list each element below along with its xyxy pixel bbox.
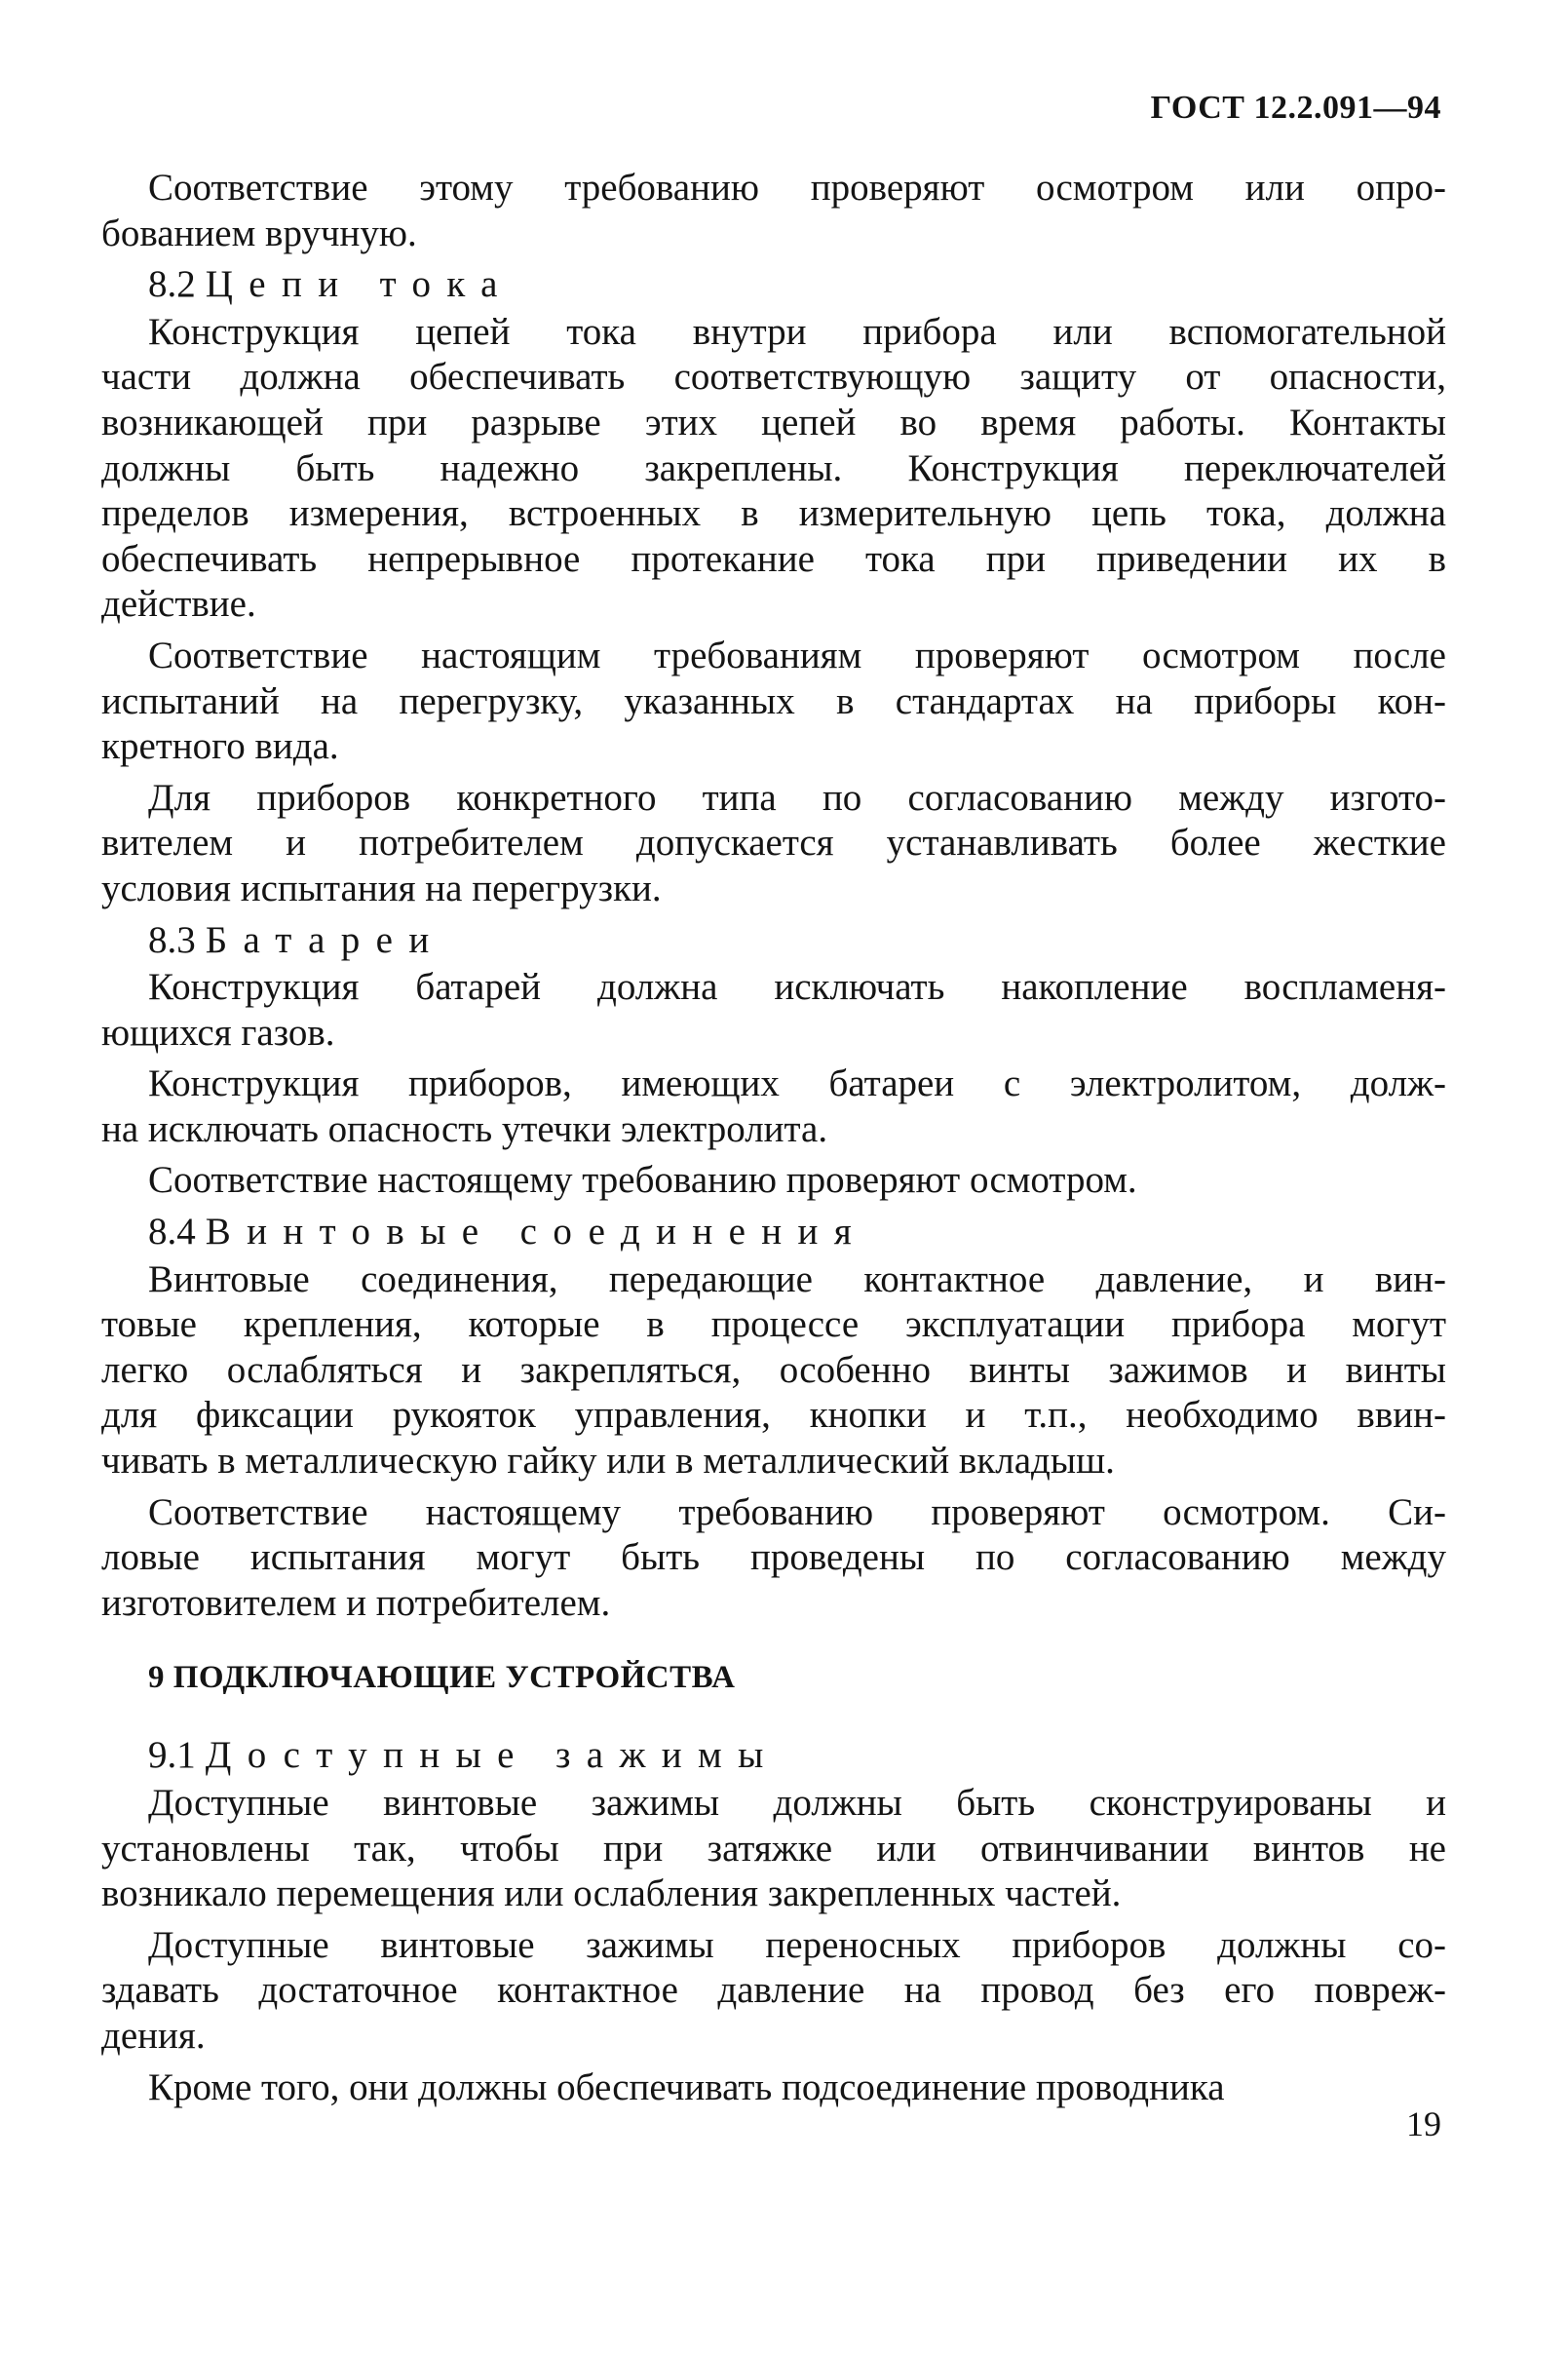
text-line: Доступные винтовые зажимы переносных приборов должны со- [148, 1923, 1446, 1966]
paragraph [101, 1257, 1446, 1485]
subsection-heading [101, 262, 1446, 308]
paragraph [101, 1490, 1446, 1627]
text-line: Кроме того, они должны обеспечивать подсоединение проводника [148, 2065, 1225, 2108]
text-line: ющихся газов. [101, 1011, 335, 1054]
text-line: изготовителем и потребителем. [101, 1581, 611, 1624]
subsection-number: 8.3 [148, 918, 196, 961]
text-line: Соответствие настоящему требованию проверяют осмотром. [148, 1159, 1137, 1202]
subsection-heading [101, 918, 1446, 964]
subsection-number: 8.4 [148, 1211, 196, 1254]
text-line: Конструкция цепей тока внутри прибора или вспомогательной [148, 310, 1446, 353]
text-line: бованием вручную. [101, 212, 417, 254]
text-line: Винтовые соединения, передающие контактное давление, и вин- [148, 1257, 1446, 1300]
text-line: Соответствие настоящим требованиям проверяют осмотром после [148, 634, 1446, 676]
text-line: кретного вида. [101, 725, 339, 768]
subsection-heading [101, 1210, 1446, 1255]
text-line: ловые испытания могут быть проведены по согласованию между [101, 1536, 1446, 1579]
paragraph [101, 1781, 1446, 1917]
document-code-header: ГОСТ 12.2.091—94 [1150, 90, 1441, 126]
text-line: возникающей при разрыве этих цепей во время работы. Контакты [101, 401, 1446, 444]
text-line: вителем и потребителем допускается устанавливать более жесткие [101, 822, 1446, 865]
paragraph [101, 1061, 1446, 1152]
subsection-title: Батареи [205, 918, 445, 961]
text-line: установлены так, чтобы при затяжке или отвинчивании винтов не [101, 1827, 1446, 1870]
paragraph [101, 776, 1446, 912]
text-line: для фиксации рукояток управления, кнопки и т.п., необходимо ввин- [101, 1394, 1446, 1437]
page-body [101, 166, 1446, 2116]
page-number: 19 [1406, 2104, 1441, 2143]
subsection-number: 9.1 [148, 1734, 196, 1777]
subsection-title: Цепи тока [205, 263, 514, 306]
text-line: условия испытания на перегрузки. [101, 867, 662, 909]
text-line: действие. [101, 583, 256, 626]
text-line: товые крепления, которые в процессе эксплуатации прибора могут [101, 1303, 1446, 1346]
paragraph [101, 2065, 1446, 2111]
paragraph [101, 634, 1446, 770]
text-line: чивать в металлическую гайку или в металлический вкладыш. [101, 1440, 1115, 1483]
text-line: Соответствие этому требованию проверяют осмотром или опро- [148, 167, 1446, 209]
text-line: должны быть надежно закреплены. Конструкция переключателей [101, 446, 1446, 489]
paragraph [101, 166, 1446, 256]
text-line: Соответствие настоящему требованию проверяют осмотром. Си- [148, 1490, 1446, 1533]
paragraph [101, 1923, 1446, 2060]
text-line: обеспечивать непрерывное протекание тока при приведении их в [101, 537, 1446, 580]
paragraph [101, 965, 1446, 1056]
text-line: Доступные винтовые зажимы должны быть сконструированы и [148, 1782, 1446, 1824]
text-line: Конструкция батарей должна исключать накопление воспламеня- [148, 966, 1446, 1009]
subsection-number: 8.2 [148, 263, 196, 306]
subsection-heading [101, 1733, 1446, 1779]
text-line: на исключать опасность утечки электролита. [101, 1107, 828, 1150]
text-line: пределов измерения, встроенных в измерительную цепь тока, должна [101, 492, 1446, 535]
subsection-title: Доступные зажимы [205, 1734, 780, 1777]
paragraph [101, 310, 1446, 628]
text-line: возникало перемещения или ослабления закрепленных частей. [101, 1872, 1122, 1915]
text-line: легко ослабляться и закрепляться, особенно винты зажимов и винты [101, 1348, 1446, 1391]
text-line: испытаний на перегрузку, указанных в стандартах на приборы кон- [101, 679, 1446, 722]
text-line: части должна обеспечивать соответствующую защиту от опасности, [101, 356, 1446, 399]
section-heading: 9 ПОДКЛЮЧАЮЩИЕ УСТРОЙСТВА [148, 1660, 736, 1696]
text-line: Для приборов конкретного типа по согласованию между изгото- [148, 776, 1446, 819]
paragraph [101, 1158, 1446, 1204]
text-line: дения. [101, 2014, 206, 2057]
text-line: здавать достаточное контактное давление на провод без его повреж- [101, 1969, 1446, 2012]
text-line: Конструкция приборов, имеющих батареи с электролитом, долж- [148, 1062, 1446, 1105]
subsection-title: Винтовые соединения [205, 1211, 868, 1254]
